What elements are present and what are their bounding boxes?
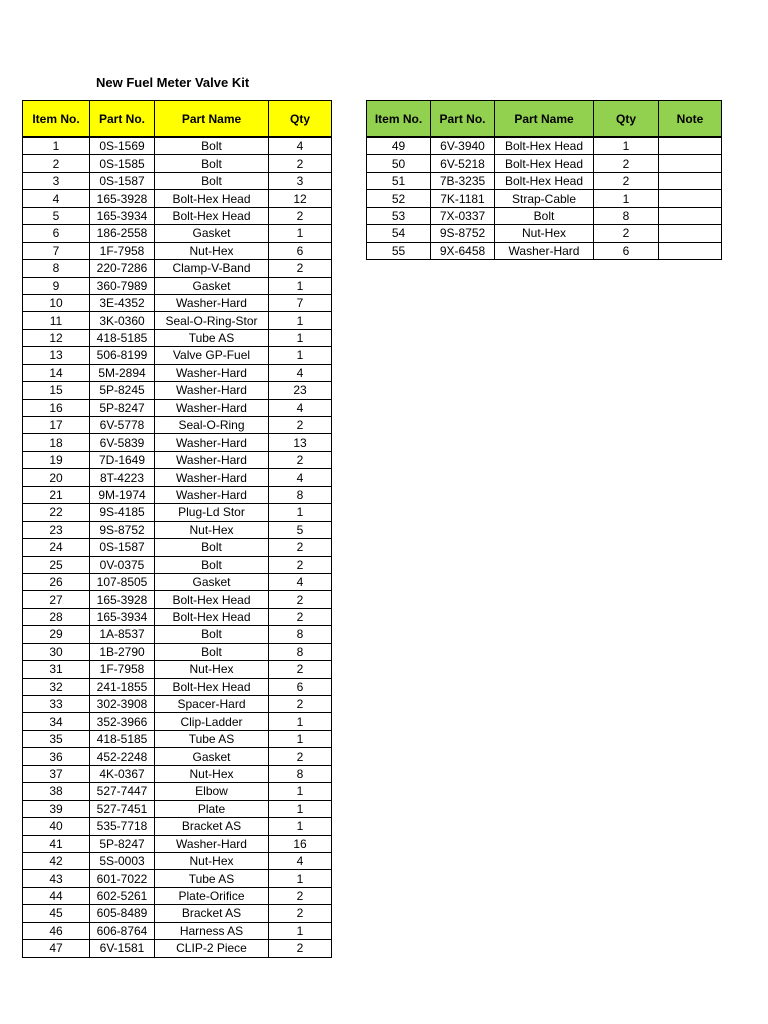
part-no-cell: 527-7451 (90, 800, 155, 817)
qty-cell: 1 (594, 190, 659, 207)
parts-table-left (22, 100, 332, 958)
table-row (23, 277, 332, 294)
note-cell (659, 190, 722, 207)
part-no-cell: 5P-8247 (90, 835, 155, 852)
part-name-cell: Tube AS (155, 870, 269, 887)
note-cell (659, 225, 722, 242)
table-row (23, 486, 332, 503)
qty-cell: 2 (269, 887, 332, 904)
table-row (367, 137, 722, 155)
item-no-cell: 51 (367, 172, 431, 189)
qty-cell: 6 (594, 242, 659, 259)
item-no-cell: 12 (23, 329, 90, 346)
part-no-cell: 9X-6458 (431, 242, 495, 259)
item-no-cell: 40 (23, 818, 90, 835)
item-no-cell: 21 (23, 486, 90, 503)
part-name-cell: CLIP-2 Piece (155, 940, 269, 957)
part-no-cell: 1A-8537 (90, 626, 155, 643)
part-no-cell: 6V-3940 (431, 137, 495, 155)
item-no-cell: 20 (23, 469, 90, 486)
part-name-cell: Plate-Orifice (155, 887, 269, 904)
item-no-cell: 9 (23, 277, 90, 294)
part-name-cell: Nut-Hex (155, 765, 269, 782)
part-no-cell: 5P-8245 (90, 382, 155, 399)
table-row (23, 190, 332, 207)
table-row (367, 207, 722, 224)
item-no-cell: 22 (23, 504, 90, 521)
item-no-cell: 34 (23, 713, 90, 730)
qty-cell: 1 (269, 870, 332, 887)
qty-cell: 1 (269, 329, 332, 346)
qty-cell: 2 (269, 661, 332, 678)
table-row (23, 818, 332, 835)
note-cell (659, 207, 722, 224)
part-no-cell: 7K-1181 (431, 190, 495, 207)
part-no-cell: 1F-7958 (90, 661, 155, 678)
part-name-cell: Bolt (155, 643, 269, 660)
part-no-cell: 165-3934 (90, 207, 155, 224)
item-no-cell: 3 (23, 172, 90, 189)
part-name-cell: Bolt-Hex Head (155, 608, 269, 625)
item-no-cell: 28 (23, 608, 90, 625)
part-name-cell: Washer-Hard (495, 242, 594, 259)
table-row (23, 696, 332, 713)
qty-cell: 1 (269, 312, 332, 329)
part-no-cell: 9S-4185 (90, 504, 155, 521)
item-no-cell: 53 (367, 207, 431, 224)
part-no-cell: 418-5185 (90, 730, 155, 747)
qty-cell: 8 (269, 486, 332, 503)
part-name-cell: Valve GP-Fuel (155, 347, 269, 364)
table-row (23, 591, 332, 608)
part-no-cell: 0S-1585 (90, 155, 155, 172)
part-no-cell: 5S-0003 (90, 852, 155, 869)
table-row (23, 469, 332, 486)
part-no-cell: 7X-0337 (431, 207, 495, 224)
note-cell (659, 137, 722, 155)
item-no-cell: 8 (23, 260, 90, 277)
item-no-cell: 52 (367, 190, 431, 207)
table-row (23, 678, 332, 695)
part-name-cell: Bolt (155, 137, 269, 155)
item-no-cell: 15 (23, 382, 90, 399)
item-no-cell: 24 (23, 539, 90, 556)
part-name-cell: Clamp-V-Band (155, 260, 269, 277)
part-name-cell: Washer-Hard (155, 451, 269, 468)
part-no-cell: 165-3928 (90, 591, 155, 608)
table-row (23, 434, 332, 451)
item-no-cell: 18 (23, 434, 90, 451)
table-row (23, 783, 332, 800)
item-no-cell: 14 (23, 364, 90, 381)
qty-cell: 2 (269, 591, 332, 608)
qty-cell: 1 (269, 713, 332, 730)
qty-cell: 23 (269, 382, 332, 399)
item-no-cell: 10 (23, 294, 90, 311)
table-row (23, 730, 332, 747)
part-no-cell: 6V-1581 (90, 940, 155, 957)
qty-cell: 6 (269, 242, 332, 259)
item-no-cell: 44 (23, 887, 90, 904)
qty-cell: 1 (594, 137, 659, 155)
table-row (23, 521, 332, 538)
part-name-cell: Washer-Hard (155, 835, 269, 852)
item-no-cell: 7 (23, 242, 90, 259)
part-name-cell: Bolt (495, 207, 594, 224)
item-no-cell: 27 (23, 591, 90, 608)
part-no-cell: 527-7447 (90, 783, 155, 800)
part-no-cell: 1F-7958 (90, 242, 155, 259)
item-no-cell: 55 (367, 242, 431, 259)
part-name-cell: Washer-Hard (155, 469, 269, 486)
item-no-cell: 26 (23, 573, 90, 590)
table-row (23, 260, 332, 277)
note-cell (659, 172, 722, 189)
part-name-cell: Nut-Hex (155, 521, 269, 538)
qty-cell: 4 (269, 364, 332, 381)
part-no-cell: 3K-0360 (90, 312, 155, 329)
header-item-no: Item No. (23, 101, 90, 138)
part-no-cell: 506-8199 (90, 347, 155, 364)
table-row (23, 347, 332, 364)
qty-cell: 4 (269, 137, 332, 155)
item-no-cell: 17 (23, 417, 90, 434)
table-row (23, 312, 332, 329)
qty-cell: 2 (269, 940, 332, 957)
item-no-cell: 2 (23, 155, 90, 172)
qty-cell: 1 (269, 922, 332, 939)
part-name-cell: Plate (155, 800, 269, 817)
part-no-cell: 6V-5839 (90, 434, 155, 451)
part-name-cell: Bolt-Hex Head (155, 678, 269, 695)
header-note: Note (659, 101, 722, 138)
item-no-cell: 13 (23, 347, 90, 364)
table-row (23, 137, 332, 155)
part-name-cell: Elbow (155, 783, 269, 800)
part-no-cell: 220-7286 (90, 260, 155, 277)
qty-cell: 2 (594, 225, 659, 242)
part-name-cell: Plug-Ld Stor (155, 504, 269, 521)
table-row (367, 225, 722, 242)
item-no-cell: 38 (23, 783, 90, 800)
qty-cell: 4 (269, 399, 332, 416)
part-name-cell: Harness AS (155, 922, 269, 939)
table-row (23, 242, 332, 259)
qty-cell: 16 (269, 835, 332, 852)
item-no-cell: 19 (23, 451, 90, 468)
part-name-cell: Bolt-Hex Head (495, 155, 594, 172)
part-no-cell: 7D-1649 (90, 451, 155, 468)
part-no-cell: 241-1855 (90, 678, 155, 695)
item-no-cell: 16 (23, 399, 90, 416)
qty-cell: 8 (269, 643, 332, 660)
qty-cell: 2 (269, 417, 332, 434)
qty-cell: 5 (269, 521, 332, 538)
part-name-cell: Gasket (155, 573, 269, 590)
part-name-cell: Bolt-Hex Head (155, 207, 269, 224)
part-no-cell: 186-2558 (90, 225, 155, 242)
table-row (23, 207, 332, 224)
part-name-cell: Strap-Cable (495, 190, 594, 207)
item-no-cell: 47 (23, 940, 90, 957)
part-name-cell: Tube AS (155, 329, 269, 346)
part-name-cell: Bolt (155, 626, 269, 643)
header-part-name: Part Name (495, 101, 594, 138)
part-no-cell: 3E-4352 (90, 294, 155, 311)
table-row (23, 905, 332, 922)
item-no-cell: 30 (23, 643, 90, 660)
item-no-cell: 25 (23, 556, 90, 573)
note-cell (659, 155, 722, 172)
table-row (23, 417, 332, 434)
table-row (23, 364, 332, 381)
item-no-cell: 49 (367, 137, 431, 155)
qty-cell: 1 (269, 783, 332, 800)
part-name-cell: Washer-Hard (155, 382, 269, 399)
qty-cell: 1 (269, 347, 332, 364)
item-no-cell: 35 (23, 730, 90, 747)
part-name-cell: Washer-Hard (155, 294, 269, 311)
item-no-cell: 41 (23, 835, 90, 852)
item-no-cell: 43 (23, 870, 90, 887)
part-no-cell: 0S-1569 (90, 137, 155, 155)
header-qty: Qty (594, 101, 659, 138)
table-row (23, 399, 332, 416)
part-name-cell: Spacer-Hard (155, 696, 269, 713)
table-header-row (23, 101, 332, 138)
item-no-cell: 6 (23, 225, 90, 242)
part-name-cell: Seal-O-Ring (155, 417, 269, 434)
item-no-cell: 1 (23, 137, 90, 155)
qty-cell: 1 (269, 800, 332, 817)
qty-cell: 13 (269, 434, 332, 451)
qty-cell: 2 (269, 905, 332, 922)
part-name-cell: Nut-Hex (155, 242, 269, 259)
table-header-row (367, 101, 722, 138)
qty-cell: 2 (269, 696, 332, 713)
qty-cell: 8 (594, 207, 659, 224)
part-name-cell: Bolt-Hex Head (495, 172, 594, 189)
table-row (23, 608, 332, 625)
qty-cell: 2 (594, 172, 659, 189)
table-row (23, 661, 332, 678)
part-no-cell: 7B-3235 (431, 172, 495, 189)
qty-cell: 1 (269, 504, 332, 521)
table-row (23, 539, 332, 556)
table-row (23, 800, 332, 817)
part-no-cell: 452-2248 (90, 748, 155, 765)
qty-cell: 4 (269, 573, 332, 590)
part-name-cell: Bolt-Hex Head (155, 591, 269, 608)
part-no-cell: 418-5185 (90, 329, 155, 346)
part-name-cell: Nut-Hex (155, 852, 269, 869)
qty-cell: 7 (269, 294, 332, 311)
table-row (23, 451, 332, 468)
qty-cell: 2 (269, 608, 332, 625)
item-no-cell: 50 (367, 155, 431, 172)
part-name-cell: Bolt-Hex Head (495, 137, 594, 155)
part-no-cell: 6V-5218 (431, 155, 495, 172)
part-name-cell: Tube AS (155, 730, 269, 747)
item-no-cell: 42 (23, 852, 90, 869)
note-cell (659, 242, 722, 259)
qty-cell: 2 (269, 539, 332, 556)
table-row (23, 626, 332, 643)
part-no-cell: 605-8489 (90, 905, 155, 922)
item-no-cell: 54 (367, 225, 431, 242)
item-no-cell: 4 (23, 190, 90, 207)
item-no-cell: 33 (23, 696, 90, 713)
part-no-cell: 0S-1587 (90, 539, 155, 556)
qty-cell: 12 (269, 190, 332, 207)
part-name-cell: Bolt (155, 172, 269, 189)
table-row (23, 748, 332, 765)
part-name-cell: Gasket (155, 748, 269, 765)
table-row (23, 172, 332, 189)
part-name-cell: Gasket (155, 277, 269, 294)
qty-cell: 4 (269, 469, 332, 486)
qty-cell: 3 (269, 172, 332, 189)
part-no-cell: 5M-2894 (90, 364, 155, 381)
item-no-cell: 32 (23, 678, 90, 695)
part-name-cell: Bolt (155, 539, 269, 556)
qty-cell: 2 (269, 207, 332, 224)
table-row (23, 887, 332, 904)
table-row (23, 765, 332, 782)
qty-cell: 2 (594, 155, 659, 172)
table-row (23, 852, 332, 869)
part-name-cell: Washer-Hard (155, 364, 269, 381)
part-no-cell: 302-3908 (90, 696, 155, 713)
table-row (23, 940, 332, 957)
page-title: New Fuel Meter Valve Kit (96, 75, 250, 90)
part-no-cell: 1B-2790 (90, 643, 155, 660)
qty-cell: 8 (269, 626, 332, 643)
part-name-cell: Bracket AS (155, 905, 269, 922)
part-no-cell: 601-7022 (90, 870, 155, 887)
item-no-cell: 31 (23, 661, 90, 678)
qty-cell: 1 (269, 818, 332, 835)
item-no-cell: 23 (23, 521, 90, 538)
part-no-cell: 165-3934 (90, 608, 155, 625)
table-row (23, 155, 332, 172)
header-part-name: Part Name (155, 101, 269, 138)
part-no-cell: 9M-1974 (90, 486, 155, 503)
part-no-cell: 9S-8752 (431, 225, 495, 242)
item-no-cell: 11 (23, 312, 90, 329)
item-no-cell: 5 (23, 207, 90, 224)
header-part-no: Part No. (90, 101, 155, 138)
qty-cell: 2 (269, 451, 332, 468)
table-row (23, 329, 332, 346)
part-no-cell: 8T-4223 (90, 469, 155, 486)
qty-cell: 2 (269, 748, 332, 765)
item-no-cell: 39 (23, 800, 90, 817)
part-name-cell: Bolt (155, 556, 269, 573)
table-row (23, 504, 332, 521)
header-part-no: Part No. (431, 101, 495, 138)
part-no-cell: 360-7989 (90, 277, 155, 294)
part-name-cell: Gasket (155, 225, 269, 242)
table-row (23, 713, 332, 730)
table-row (23, 870, 332, 887)
part-name-cell: Clip-Ladder (155, 713, 269, 730)
table-row (23, 922, 332, 939)
part-no-cell: 535-7718 (90, 818, 155, 835)
table-row (23, 556, 332, 573)
part-name-cell: Nut-Hex (495, 225, 594, 242)
part-name-cell: Bracket AS (155, 818, 269, 835)
part-no-cell: 0V-0375 (90, 556, 155, 573)
part-no-cell: 0S-1587 (90, 172, 155, 189)
table-row (23, 835, 332, 852)
part-no-cell: 4K-0367 (90, 765, 155, 782)
table-row (367, 242, 722, 259)
part-no-cell: 165-3928 (90, 190, 155, 207)
part-name-cell: Seal-O-Ring-Stor (155, 312, 269, 329)
header-item-no: Item No. (367, 101, 431, 138)
table-row (367, 155, 722, 172)
table-row (367, 172, 722, 189)
part-name-cell: Nut-Hex (155, 661, 269, 678)
table-row (23, 382, 332, 399)
qty-cell: 4 (269, 852, 332, 869)
qty-cell: 2 (269, 155, 332, 172)
table-row (23, 643, 332, 660)
qty-cell: 1 (269, 277, 332, 294)
part-no-cell: 602-5261 (90, 887, 155, 904)
table-row (23, 225, 332, 242)
item-no-cell: 36 (23, 748, 90, 765)
table-row (23, 294, 332, 311)
part-no-cell: 5P-8247 (90, 399, 155, 416)
item-no-cell: 46 (23, 922, 90, 939)
qty-cell: 8 (269, 765, 332, 782)
part-no-cell: 9S-8752 (90, 521, 155, 538)
table-row (23, 573, 332, 590)
part-name-cell: Washer-Hard (155, 399, 269, 416)
part-name-cell: Washer-Hard (155, 486, 269, 503)
part-name-cell: Bolt (155, 155, 269, 172)
qty-cell: 1 (269, 225, 332, 242)
parts-table-right (366, 100, 722, 260)
item-no-cell: 37 (23, 765, 90, 782)
header-qty: Qty (269, 101, 332, 138)
item-no-cell: 45 (23, 905, 90, 922)
part-no-cell: 606-8764 (90, 922, 155, 939)
part-no-cell: 107-8505 (90, 573, 155, 590)
table-row (367, 190, 722, 207)
qty-cell: 1 (269, 730, 332, 747)
qty-cell: 6 (269, 678, 332, 695)
qty-cell: 2 (269, 260, 332, 277)
part-name-cell: Bolt-Hex Head (155, 190, 269, 207)
part-name-cell: Washer-Hard (155, 434, 269, 451)
part-no-cell: 6V-5778 (90, 417, 155, 434)
qty-cell: 2 (269, 556, 332, 573)
item-no-cell: 29 (23, 626, 90, 643)
part-no-cell: 352-3966 (90, 713, 155, 730)
